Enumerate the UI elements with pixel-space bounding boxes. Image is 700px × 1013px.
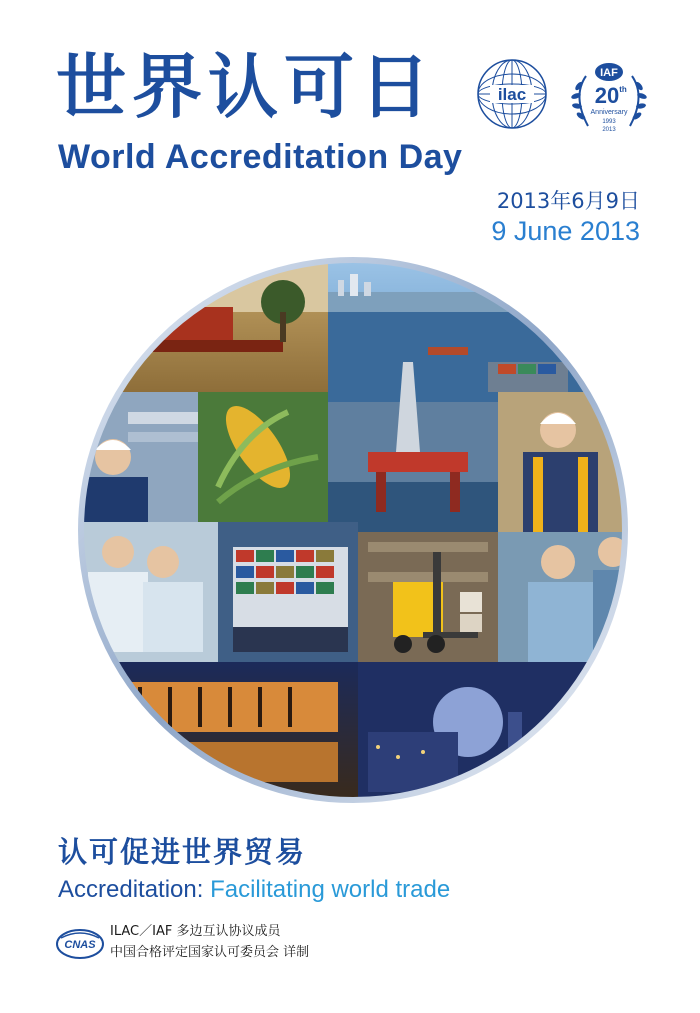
slogan-english-accent: Facilitating world trade — [210, 876, 451, 903]
slogan-english — [58, 878, 450, 902]
cnas-logo — [55, 926, 105, 962]
scene-container-ship — [218, 522, 358, 662]
iaf-badge-year-start: 1993 — [602, 119, 616, 125]
scene-refinery-night — [358, 662, 638, 807]
slogan-english-prefix: Accreditation: — [58, 876, 204, 903]
iaf-logo-text: IAF — [600, 67, 618, 79]
ilac-logo-text: ilac — [497, 85, 527, 104]
scene-corn — [198, 392, 328, 522]
ilac-logo — [476, 58, 548, 130]
slogan-chinese: 认可促进世界贸易 — [58, 835, 307, 869]
scene-lab-workers — [68, 522, 228, 662]
iaf-badge-word: Anniversary — [590, 109, 628, 116]
photo-collage — [68, 252, 638, 807]
scene-forklift-warehouse — [358, 532, 498, 672]
scene-building-night — [68, 662, 358, 807]
footer-membership: ILAC／IAF 多边互认协议成员 — [110, 924, 281, 939]
date-chinese: 2013年6月9日 — [496, 189, 640, 213]
title-english: World Accreditation Day — [58, 138, 463, 176]
iaf-badge-number: 20 — [594, 83, 620, 108]
cnas-logo-text: CNAS — [64, 939, 96, 951]
iaf-20th-anniversary-logo — [566, 56, 652, 138]
footer-issuer: 中国合格评定国家认可委员会 详制 — [110, 945, 310, 960]
scene-harvester-field — [68, 252, 348, 402]
iaf-badge-superscript: th — [619, 85, 627, 94]
iaf-badge-year-end: 2013 — [602, 127, 616, 133]
scene-harbor-city — [328, 252, 638, 402]
date-english: 9 June 2013 — [491, 216, 640, 246]
title-chinese: 世界认可日 — [56, 46, 436, 128]
